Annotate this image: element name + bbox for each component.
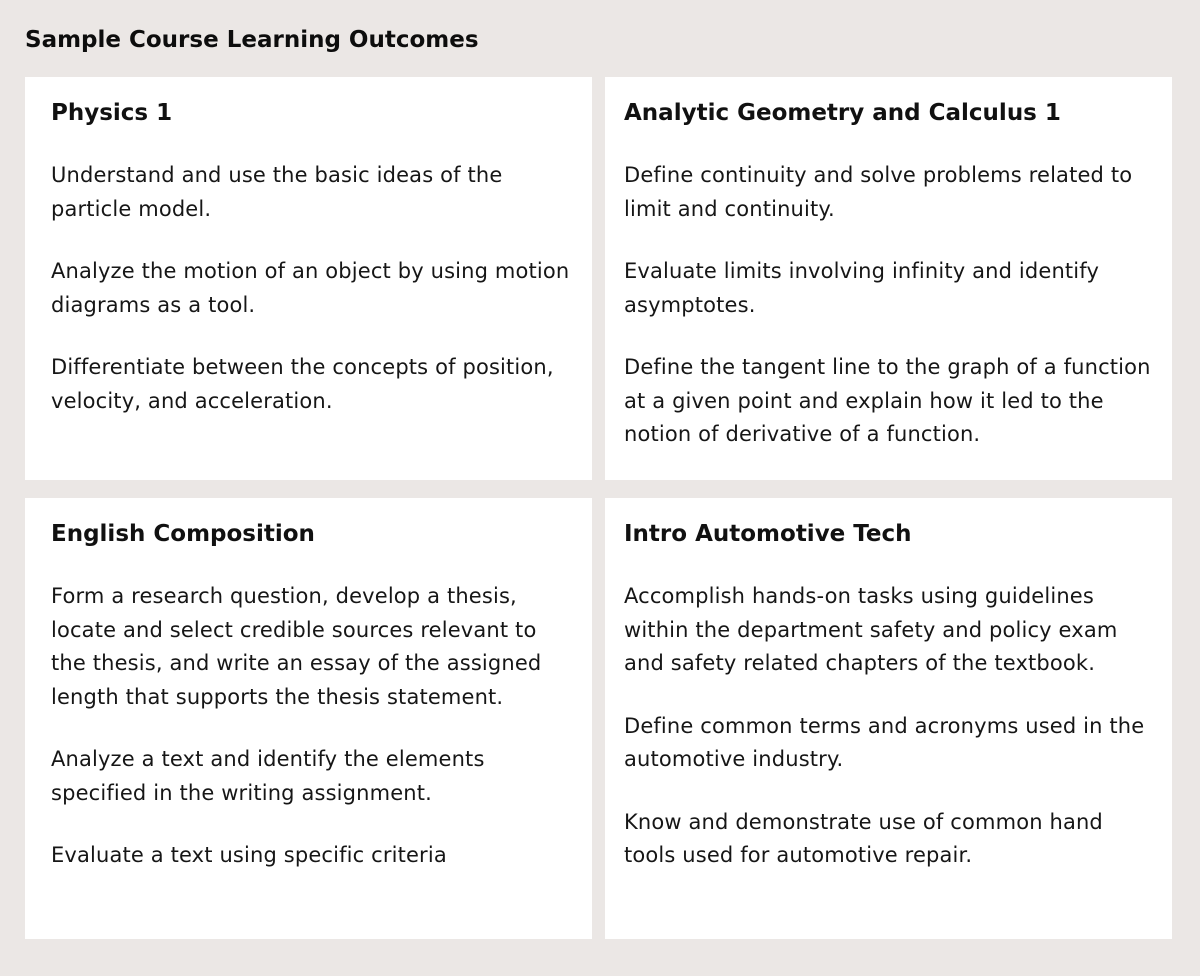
course-title: Physics 1 bbox=[51, 100, 173, 126]
course-card-physics-1 bbox=[25, 77, 592, 480]
course-title: Intro Automotive Tech bbox=[624, 521, 912, 547]
learning-outcome: Know and demonstrate use of common hand tools used for automotive repair. bbox=[624, 809, 1103, 867]
course-title: English Composition bbox=[51, 521, 315, 547]
course-card-english-composition bbox=[25, 498, 592, 939]
learning-outcome: Define common terms and acronyms used in the automotive industry. bbox=[624, 713, 1145, 771]
course-card-calculus-1 bbox=[605, 77, 1172, 480]
learning-outcome: Analyze a text and identify the elements specified in the writing assignment. bbox=[51, 747, 485, 805]
page-title: Sample Course Learning Outcomes bbox=[25, 27, 479, 53]
course-title: Analytic Geometry and Calculus 1 bbox=[624, 100, 1061, 126]
course-card-intro-automotive-tech bbox=[605, 498, 1172, 939]
learning-outcome: Analyze the motion of an object by using motion diagrams as a tool. bbox=[51, 259, 570, 317]
learning-outcome: Evaluate a text using specific criteria bbox=[51, 843, 447, 867]
learning-outcome: Accomplish hands-on tasks using guidelines within the department safety and policy exam and safety related chapters of the textbook. bbox=[624, 584, 1118, 675]
learning-outcome: Evaluate limits involving infinity and identify asymptotes. bbox=[624, 259, 1100, 317]
learning-outcome: Differentiate between the concepts of position, velocity, and acceleration. bbox=[51, 355, 554, 413]
learning-outcome: Define the tangent line to the graph of a function at a given point and explain how it led to the notion of derivative of a function. bbox=[624, 355, 1151, 446]
learning-outcome: Define continuity and solve problems related to limit and continuity. bbox=[624, 163, 1133, 221]
learning-outcome: Form a research question, develop a thesis, locate and select credible sources relevant to the thesis, and write an essay of the assigned length that supports the thesis statement. bbox=[51, 584, 542, 709]
learning-outcome: Understand and use the basic ideas of the particle model. bbox=[51, 163, 503, 221]
